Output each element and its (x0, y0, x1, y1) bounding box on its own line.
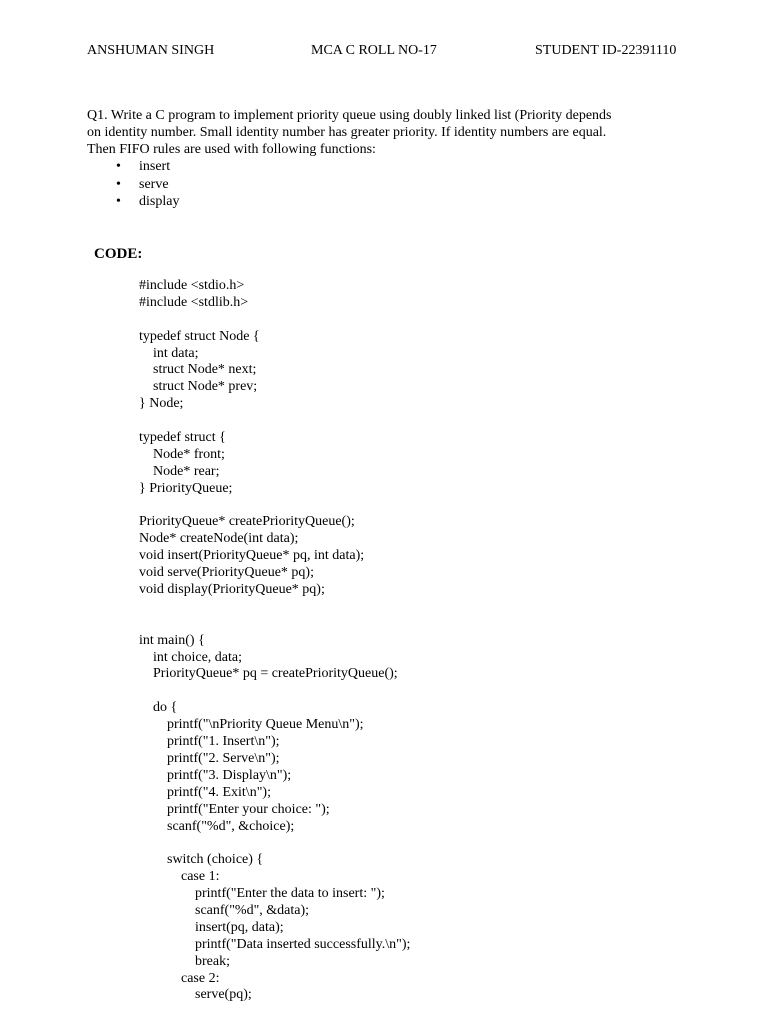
code-line: printf("4. Exit\n"); (139, 784, 271, 800)
code-line (139, 413, 410, 430)
function-list (87, 158, 687, 211)
code-line: typedef struct Node { (139, 328, 260, 344)
header-roll-number: MCA C ROLL NO-17 (311, 43, 437, 58)
code-line: do { (139, 700, 178, 716)
code-line: scanf("%d", &choice); (139, 818, 295, 834)
question-line: Then FIFO rules are used with following functions: (87, 142, 376, 157)
code-line: int data; (139, 345, 199, 361)
code-line: printf("2. Serve\n"); (139, 750, 280, 766)
function-name: insert (139, 159, 171, 174)
code-line: insert(pq, data); (139, 919, 284, 935)
header-student-id: STUDENT ID-22391110 (535, 43, 677, 58)
code-line: printf("1. Insert\n"); (139, 734, 280, 750)
bullet-icon: • (116, 159, 121, 174)
code-line: printf("\nPriority Queue Menu\n"); (139, 717, 364, 733)
code-line (139, 312, 410, 329)
code-line: int main() { (139, 632, 205, 648)
bullet-icon: • (116, 194, 121, 209)
code-line: Node* createNode(int data); (139, 531, 299, 547)
code-line: typedef struct { (139, 430, 226, 446)
code-line: PriorityQueue* pq = createPriorityQueue(); (139, 666, 398, 682)
code-line: struct Node* next; (139, 362, 257, 378)
code-line: printf("Data inserted successfully.\n"); (139, 936, 411, 952)
code-line: case 1: (139, 869, 220, 885)
question-line: on identity number. Small identity number has greater priority. If identity numbers are equal. (87, 125, 607, 140)
code-heading: CODE: (94, 246, 143, 262)
code-line: struct Node* prev; (139, 379, 258, 395)
code-line: scanf("%d", &data); (139, 902, 310, 918)
code-line: } Node; (139, 396, 184, 412)
code-line: void insert(PriorityQueue* pq, int data); (139, 548, 365, 564)
function-name: display (139, 194, 180, 209)
bullet-icon: • (116, 176, 121, 192)
code-line: Node* rear; (139, 463, 220, 479)
code-line: PriorityQueue* createPriorityQueue(); (139, 514, 355, 530)
header-student-name: ANSHUMAN SINGH (87, 43, 215, 58)
code-line: printf("3. Display\n"); (139, 767, 292, 783)
code-line (139, 835, 410, 852)
code-line: void display(PriorityQueue* pq); (139, 582, 325, 598)
code-line: break; (139, 953, 230, 969)
code-line: serve(pq); (139, 987, 252, 1003)
code-line: Node* front; (139, 446, 225, 462)
code-line (139, 498, 410, 515)
code-line (139, 683, 410, 700)
function-name: serve (139, 176, 169, 192)
code-line: printf("Enter the data to insert: "); (139, 886, 385, 902)
question-line: Q1. Write a C program to implement priority queue using doubly linked list (Priority depends (87, 108, 612, 123)
code-block (139, 278, 410, 1004)
code-line: } PriorityQueue; (139, 480, 233, 496)
list-item (87, 158, 687, 176)
question-text (87, 107, 687, 211)
code-line: #include <stdio.h> (139, 278, 245, 293)
code-line: printf("Enter your choice: "); (139, 801, 330, 817)
code-line: switch (choice) { (139, 852, 264, 868)
code-line: #include <stdlib.h> (139, 294, 249, 310)
code-line (139, 616, 410, 633)
list-item (87, 176, 687, 194)
list-item (87, 193, 687, 211)
code-line: int choice, data; (139, 649, 243, 665)
code-line (139, 599, 410, 616)
code-line: case 2: (139, 970, 220, 986)
code-line: void serve(PriorityQueue* pq); (139, 565, 314, 581)
